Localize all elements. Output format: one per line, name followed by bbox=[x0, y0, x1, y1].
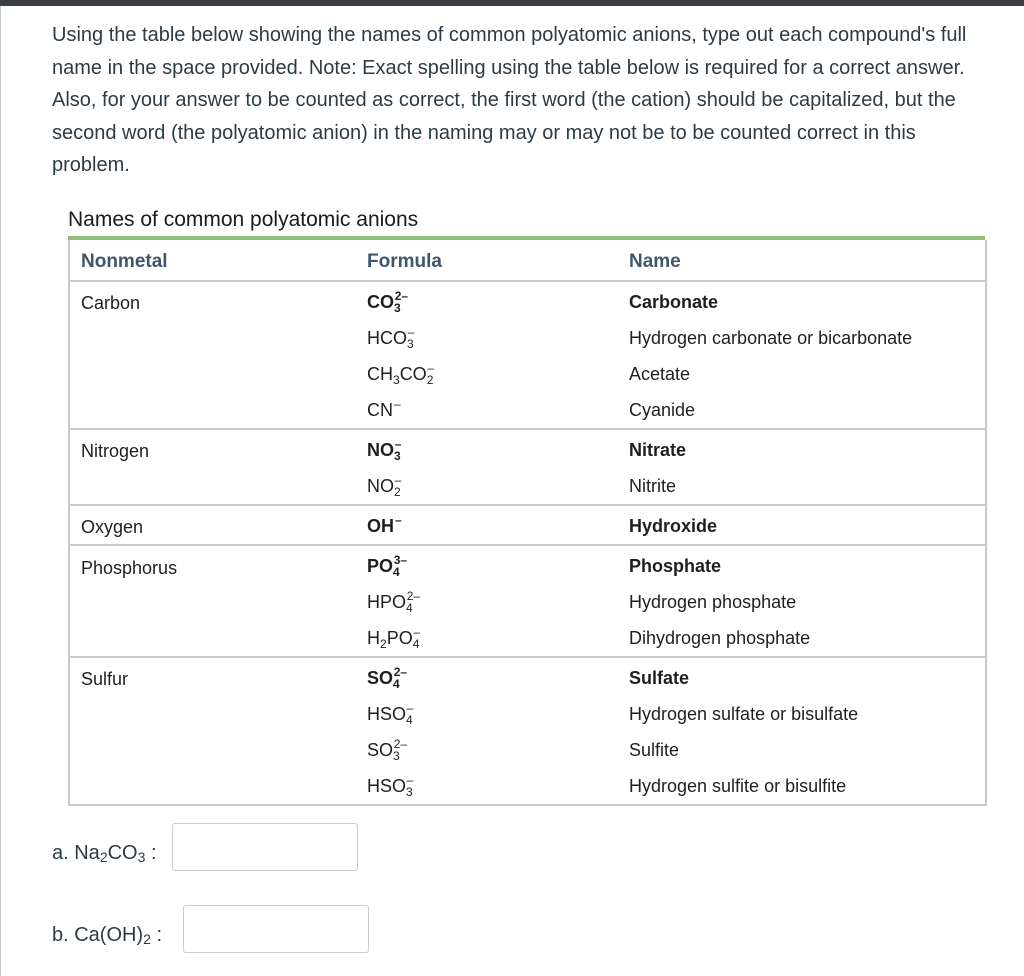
formula-cell: $HPO_4^{2-}$ bbox=[367, 589, 421, 615]
instructions-text: Using the table below showing the names of common polyatomic anions, type out each compound's full name in the space provided. Note: Exact spelling using the table below is required for a correct answer. Also, for your answer to be counted as correct, the first word (the cation) should be capitalized, but the second word (the polyatomic anion) in the naming may or may not be to be counted correct in this problem. bbox=[52, 24, 967, 176]
formula-cell: $PO_4^{3-}$ bbox=[367, 553, 408, 579]
table-row bbox=[70, 432, 985, 468]
table-row bbox=[70, 696, 985, 732]
formula-cell: OH– bbox=[367, 513, 402, 536]
formula-cell: $NO_2^-$ bbox=[367, 473, 402, 499]
formula-cell: $HSO_4^-$ bbox=[367, 701, 414, 727]
table-row bbox=[70, 620, 985, 656]
answer-b-input[interactable] bbox=[183, 905, 369, 953]
formula-cell: $SO_4^{2-}$ bbox=[367, 665, 408, 691]
header-nonmetal: Nonmetal bbox=[81, 251, 168, 272]
table-group-sulfur bbox=[70, 660, 985, 804]
formula-cell: CN– bbox=[367, 397, 401, 420]
anion-name-cell: Hydrogen phosphate bbox=[629, 592, 797, 612]
question-b-label: b. $Ca(OH)_2$ : bbox=[52, 924, 163, 947]
table-title: Names of common polyatomic anions bbox=[68, 208, 419, 231]
table-row bbox=[70, 468, 985, 504]
table-row bbox=[70, 320, 985, 356]
top-bar bbox=[0, 0, 1024, 6]
formula-cell: $NO_3^-$ bbox=[367, 437, 402, 463]
nonmetal-label: Sulfur bbox=[81, 669, 129, 689]
answer-a-input[interactable] bbox=[172, 823, 358, 871]
anion-name-cell: Hydrogen carbonate or bicarbonate bbox=[629, 328, 913, 348]
table-group-phosphorus bbox=[70, 548, 985, 658]
table-row bbox=[70, 548, 985, 584]
left-border bbox=[0, 6, 1, 976]
formula-cell: $SO_3^{2-}$ bbox=[367, 737, 408, 763]
table-row bbox=[70, 584, 985, 620]
anion-name-cell: Hydrogen sulfite or bisulfite bbox=[629, 776, 847, 796]
anion-name-cell: Dihydrogen phosphate bbox=[629, 628, 811, 648]
table-group-nitrogen bbox=[70, 432, 985, 506]
header-formula: Formula bbox=[367, 251, 442, 272]
anion-name-cell: Carbonate bbox=[629, 292, 719, 312]
formula-cell: $CO_3^{2-}$ bbox=[367, 289, 409, 315]
anion-name-cell: Sulfate bbox=[629, 668, 690, 688]
formula-cell: $H_2PO_4^-$ bbox=[367, 625, 421, 651]
nonmetal-label: Phosphorus bbox=[81, 558, 178, 578]
table-row bbox=[70, 392, 985, 428]
header-name: Name bbox=[629, 251, 681, 272]
table-row bbox=[70, 508, 985, 544]
polyatomic-anions-table bbox=[68, 240, 987, 806]
formula-cell: $CH_3CO_2^-$ bbox=[367, 361, 435, 387]
anion-name-cell: Phosphate bbox=[629, 556, 722, 576]
anion-name-cell: Acetate bbox=[629, 364, 691, 384]
table-row bbox=[70, 732, 985, 768]
anion-name-cell: Cyanide bbox=[629, 400, 696, 420]
table-row bbox=[70, 356, 985, 392]
anion-name-cell: Hydrogen sulfate or bisulfate bbox=[629, 704, 859, 724]
table-group-oxygen bbox=[70, 508, 985, 546]
anion-name-cell: Nitrite bbox=[629, 476, 677, 496]
table-group-carbon bbox=[70, 284, 985, 430]
nonmetal-label: Carbon bbox=[81, 293, 141, 313]
anion-name-cell: Nitrate bbox=[629, 440, 687, 460]
table-row bbox=[70, 660, 985, 696]
formula-cell: $HCO_3^-$ bbox=[367, 325, 415, 351]
question-a-label: a. $Na_2CO_3$ : bbox=[52, 842, 157, 865]
nonmetal-label: Oxygen bbox=[81, 517, 144, 537]
nonmetal-label: Nitrogen bbox=[81, 441, 150, 461]
anion-name-cell: Hydroxide bbox=[629, 516, 718, 536]
anion-name-cell: Sulfite bbox=[629, 740, 680, 760]
table-row bbox=[70, 768, 985, 804]
table-header-row bbox=[70, 240, 985, 282]
table-row bbox=[70, 284, 985, 320]
formula-cell: $HSO_3^-$ bbox=[367, 773, 414, 799]
